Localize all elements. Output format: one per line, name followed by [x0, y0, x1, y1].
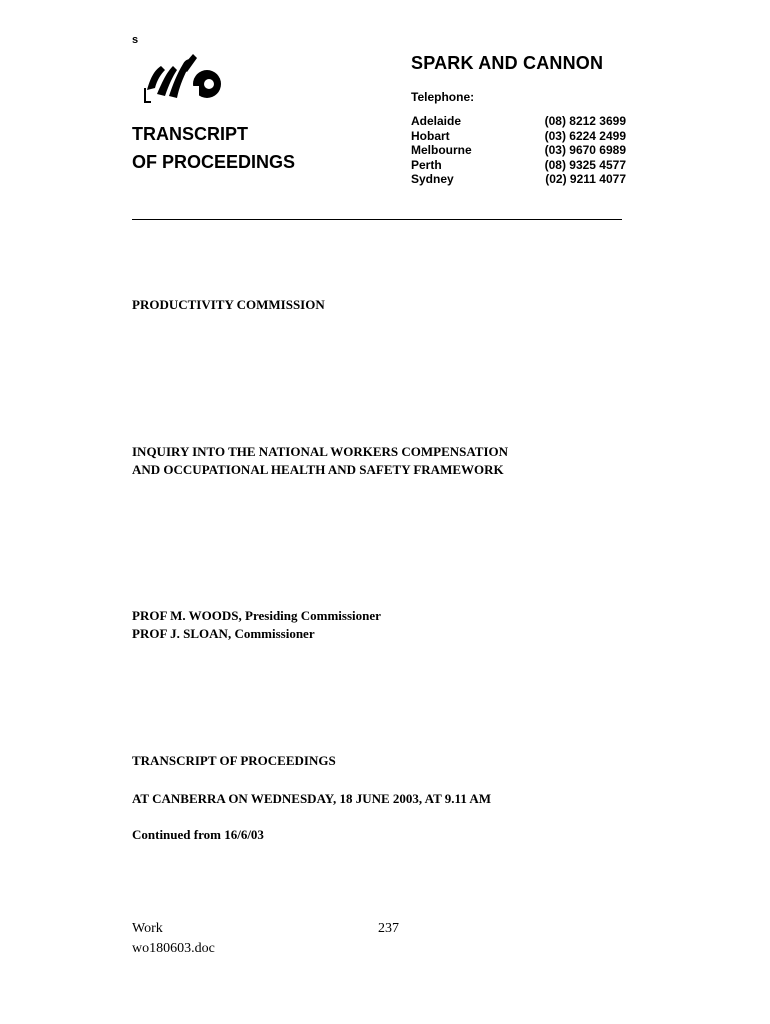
document-title-line-2: OF PROCEEDINGS: [132, 152, 296, 172]
company-name: SPARK AND CANNON: [411, 53, 604, 73]
office-city: Melbourne: [411, 143, 472, 158]
office-city: Hobart: [411, 128, 450, 143]
office-phone: (03) 9670 6989: [544, 143, 626, 158]
office-city: Adelaide: [411, 114, 462, 128]
footer-label: Work: [132, 921, 163, 936]
office-row: [411, 172, 626, 187]
header-divider: [132, 219, 622, 220]
office-row: [411, 158, 626, 173]
office-city: Sydney: [411, 172, 454, 187]
telephone-label: Telephone:: [411, 90, 475, 104]
corner-mark: s: [132, 34, 139, 46]
page-number: 237: [378, 921, 399, 936]
presiding-commissioner: PROF M. WOODS, Presiding Commissioner: [132, 608, 381, 623]
commission-heading: PRODUCTIVITY COMMISSION: [132, 297, 325, 312]
footer-filename: wo180603.doc: [132, 941, 215, 956]
proceedings-heading: TRANSCRIPT OF PROCEEDINGS: [132, 753, 336, 768]
office-phone: (03) 6224 2499: [544, 128, 626, 143]
inquiry-title-line-2: AND OCCUPATIONAL HEALTH AND SAFETY FRAMEWORK: [132, 462, 504, 477]
office-row: [411, 143, 626, 158]
office-phone-list: [411, 114, 626, 187]
office-phone: (08) 9325 4577: [544, 157, 626, 172]
document-title-line-1: TRANSCRIPT: [132, 124, 248, 144]
continued-from: Continued from 16/6/03: [132, 827, 264, 842]
spark-and-cannon-logo: [143, 50, 223, 106]
hearing-location-date: AT CANBERRA ON WEDNESDAY, 18 JUNE 2003, AT 9.11 AM: [132, 791, 492, 806]
commissioner: PROF J. SLOAN, Commissioner: [132, 626, 315, 641]
office-phone: (08) 8212 3699: [544, 114, 626, 128]
office-city: Perth: [411, 157, 442, 172]
office-row: [411, 114, 626, 129]
office-phone: (02) 9211 4077: [545, 172, 626, 187]
inquiry-title-line-1: INQUIRY INTO THE NATIONAL WORKERS COMPENSATION: [132, 444, 509, 459]
office-row: [411, 129, 626, 144]
